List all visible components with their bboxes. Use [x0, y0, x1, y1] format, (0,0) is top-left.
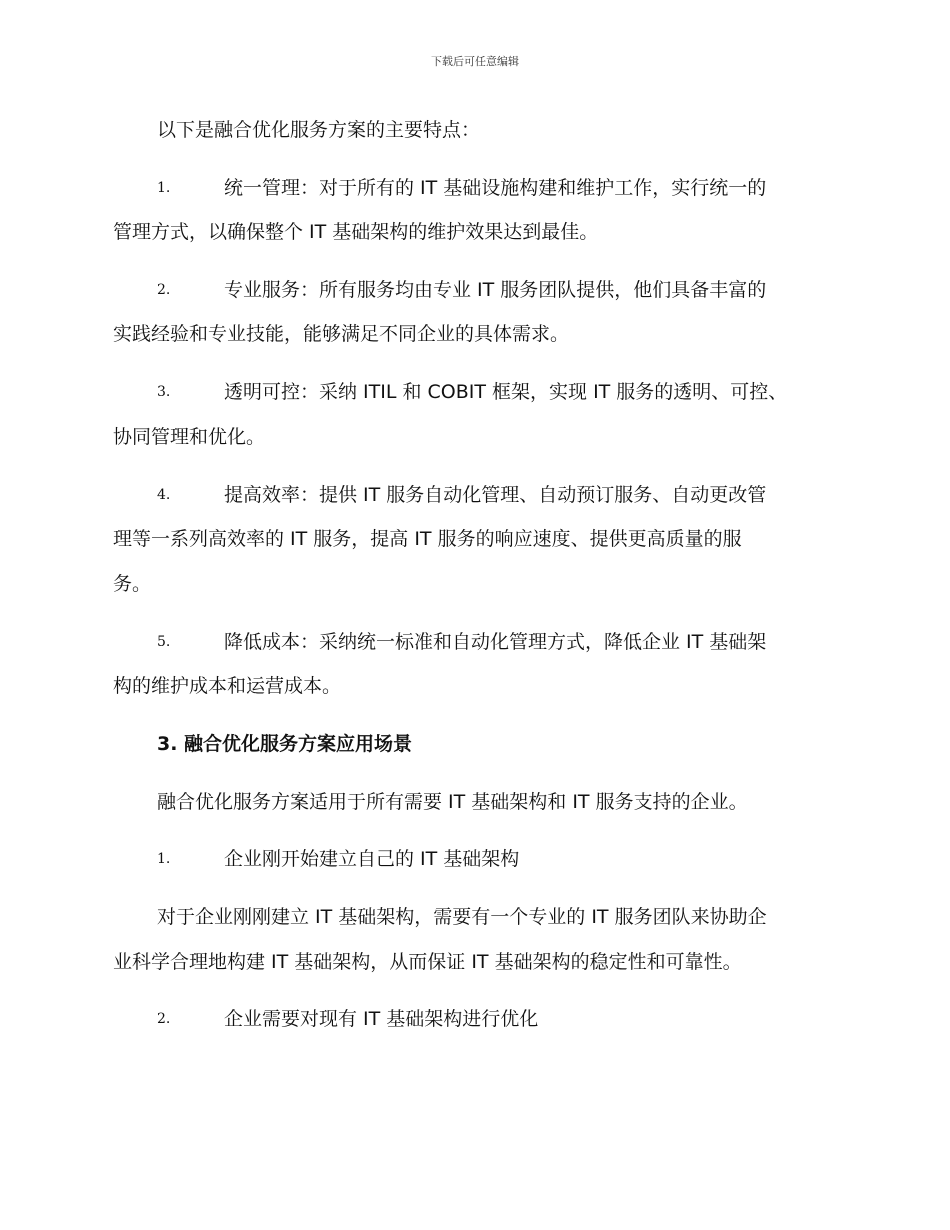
list-item-continuation: 协同管理和优化。 — [113, 426, 266, 448]
list-number: 3. — [157, 384, 171, 400]
list-item-text: 专业服务：所有服务均由专业 IT 服务团队提供，他们具备丰富的 — [224, 279, 767, 301]
list-item-text: 统一管理：对于所有的 IT 基础设施构建和维护工作，实行统一的 — [224, 177, 767, 199]
scenario-number: 1. — [157, 851, 171, 867]
list-item-text: 降低成本：采纳统一标准和自动化管理方式，降低企业 IT 基础架 — [224, 631, 767, 653]
list-item-text: 透明可控：采纳 ITIL 和 COBIT 框架，实现 IT 服务的透明、可控、 — [224, 381, 788, 403]
scenario-body: 对于企业刚刚建立 IT 基础架构，需要有一个专业的 IT 服务团队来协助企 — [157, 906, 767, 928]
list-item-continuation: 构的维护成本和运营成本。 — [113, 675, 342, 697]
list-item-continuation: 实践经验和专业技能，能够满足不同企业的具体需求。 — [113, 323, 570, 345]
section-intro: 融合优化服务方案适用于所有需要 IT 基础架构和 IT 服务支持的企业。 — [157, 791, 748, 813]
section-heading: 3. 融合优化服务方案应用场景 — [157, 733, 413, 755]
list-number: 2. — [157, 282, 171, 298]
intro-text: 以下是融合优化服务方案的主要特点： — [157, 119, 481, 141]
scenario-body: 业科学合理地构建 IT 基础架构，从而保证 IT 基础架构的稳定性和可靠性。 — [113, 951, 742, 973]
list-number: 1. — [157, 180, 171, 196]
list-item-continuation: 务。 — [113, 573, 152, 595]
list-item-text: 提高效率：提供 IT 服务自动化管理、自动预订服务、自动更改管 — [224, 484, 767, 506]
list-number: 5. — [157, 634, 171, 650]
list-number: 4. — [157, 487, 171, 503]
scenario-title: 企业需要对现有 IT 基础架构进行优化 — [224, 1008, 539, 1030]
list-item-continuation: 管理方式，以确保整个 IT 基础架构的维护效果达到最佳。 — [113, 221, 599, 243]
scenario-number: 2. — [157, 1011, 171, 1027]
page-header: 下载后可任意编辑 — [431, 55, 519, 68]
scenario-title: 企业刚开始建立自己的 IT 基础架构 — [224, 848, 520, 870]
list-item-continuation: 理等一系列高效率的 IT 服务，提高 IT 服务的响应速度、提供更高质量的服 — [113, 528, 742, 550]
